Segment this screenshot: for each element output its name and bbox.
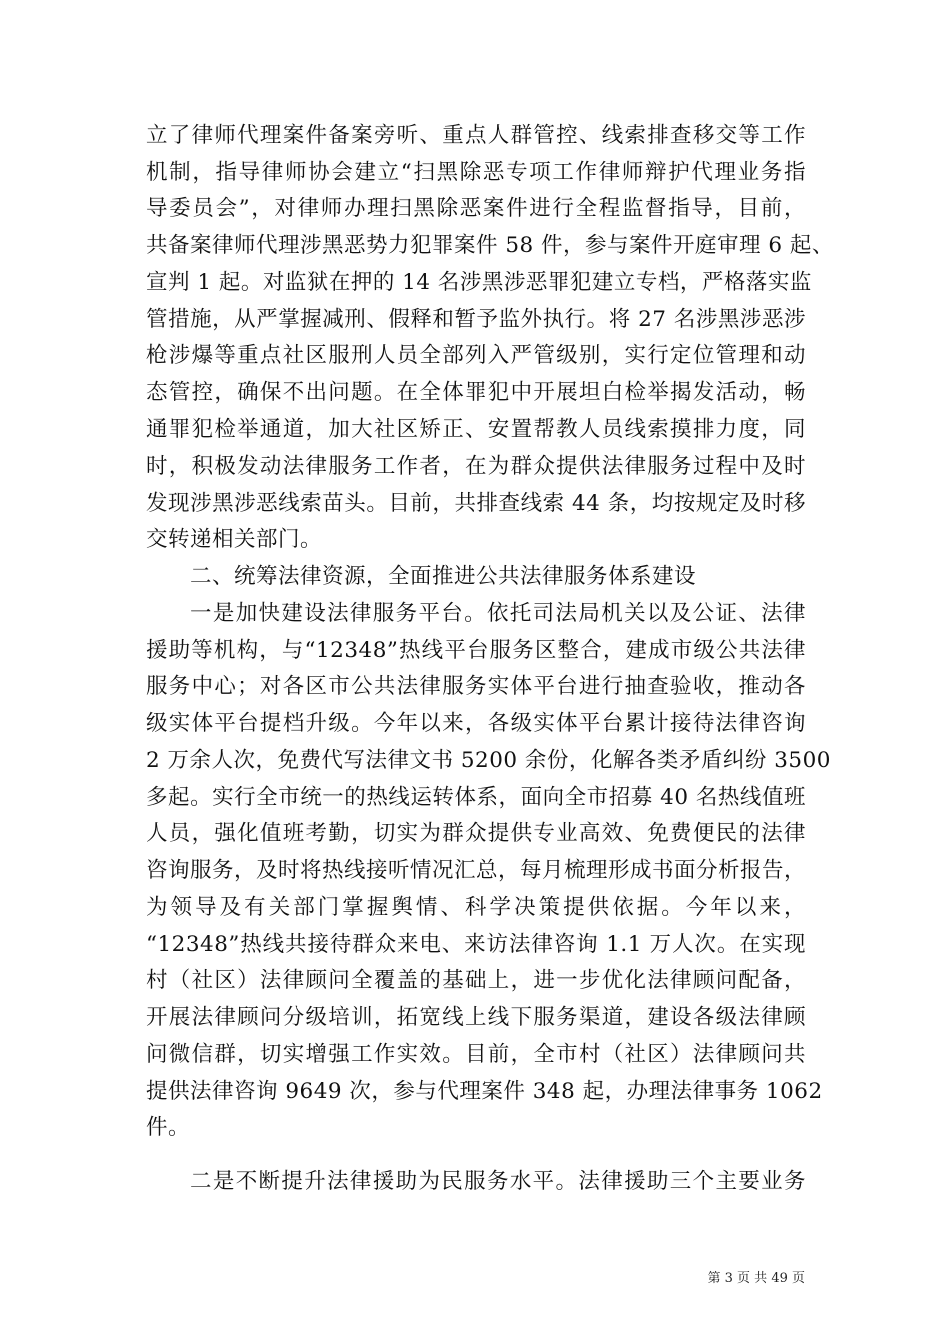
body-text-line: 咨询服务，及时将热线接听情况汇总，每月梳理形成书面分析报告， <box>146 858 807 883</box>
body-text-line: 发现涉黑涉恶线索苗头。目前，共排查线索 44 条，均按规定及时移 <box>146 491 806 516</box>
body-text-line: 援助等机构，与“12348”热线平台服务区整合，建成市级公共法律 <box>146 638 806 663</box>
body-text-line: 服务中心；对各区市公共法律服务实体平台进行抽查验收，推动各 <box>146 674 806 699</box>
body-text-line: 为领导及有关部门掌握舆情、科学决策提供依据。今年以来， <box>146 895 806 920</box>
body-text-line: 导委员会”，对律师办理扫黑除恶案件进行全程监督指导，目前， <box>146 196 806 221</box>
body-text-line: 枪涉爆等重点社区服刑人员全部列入严管级别，实行定位管理和动 <box>146 343 806 368</box>
body-text-line: 共备案律师代理涉黑恶势力犯罪案件 58 件，参与案件开庭审理 6 起、 <box>146 233 834 258</box>
body-text-line: “12348”热线共接待群众来电、来访法律咨询 1.1 万人次。在实现 <box>146 932 806 957</box>
body-text-line: 2 万余人次，免费代写法律文书 5200 余份，化解各类矛盾纠纷 3500 <box>146 748 831 773</box>
body-text-line: 级实体平台提档升级。今年以来，各级实体平台累计接待法律咨询 <box>146 711 806 736</box>
body-text-line: 时，积极发动法律服务工作者，在为群众提供法律服务过程中及时 <box>146 454 806 479</box>
body-text-line: 件。 <box>146 1115 191 1140</box>
body-text-line: 开展法律顾问分级培训，拓宽线上线下服务渠道，建设各级法律顾 <box>146 1005 806 1030</box>
body-text-line: 宣判 1 起。对监狱在押的 14 名涉黑涉恶罪犯建立专档，严格落实监 <box>146 270 812 295</box>
body-text-line: 通罪犯检举通道，加大社区矫正、安置帮教人员线索摸排力度，同 <box>146 417 806 442</box>
page-number-footer: 第 3 页 共 49 页 <box>707 1271 805 1286</box>
body-text-line: 机制，指导律师协会建立“扫黑除恶专项工作律师辩护代理业务指 <box>146 160 806 185</box>
body-text-line: 村（社区）法律顾问全覆盖的基础上，进一步优化法律顾问配备， <box>146 968 806 993</box>
body-text-line: 立了律师代理案件备案旁听、重点人群管控、线索排查移交等工作 <box>146 123 806 148</box>
body-text-line: 人员，强化值班考勤，切实为群众提供专业高效、免费便民的法律 <box>146 821 806 846</box>
body-text-line: 多起。实行全市统一的热线运转体系，面向全市招募 40 名热线值班 <box>146 785 806 810</box>
body-text-line: 问微信群，切实增强工作实效。目前，全市村（社区）法律顾问共 <box>146 1042 806 1067</box>
paragraph-first-line: 二是不断提升法律援助为民服务水平。法律援助三个主要业务 <box>190 1169 806 1194</box>
body-text-line: 交转递相关部门。 <box>146 527 323 552</box>
body-text-line: 管措施，从严掌握减刑、假释和暂予监外执行。将 27 名涉黑涉恶涉 <box>146 307 806 332</box>
body-text-line: 提供法律咨询 9649 次，参与代理案件 348 起，办理法律事务 1062 <box>146 1079 823 1104</box>
body-text-line: 态管控，确保不出问题。在全体罪犯中开展坦白检举揭发活动，畅 <box>146 380 806 405</box>
paragraph-first-line: 一是加快建设法律服务平台。依托司法局机关以及公证、法律 <box>190 601 806 626</box>
section-heading: 二、统筹法律资源，全面推进公共法律服务体系建设 <box>190 564 697 589</box>
